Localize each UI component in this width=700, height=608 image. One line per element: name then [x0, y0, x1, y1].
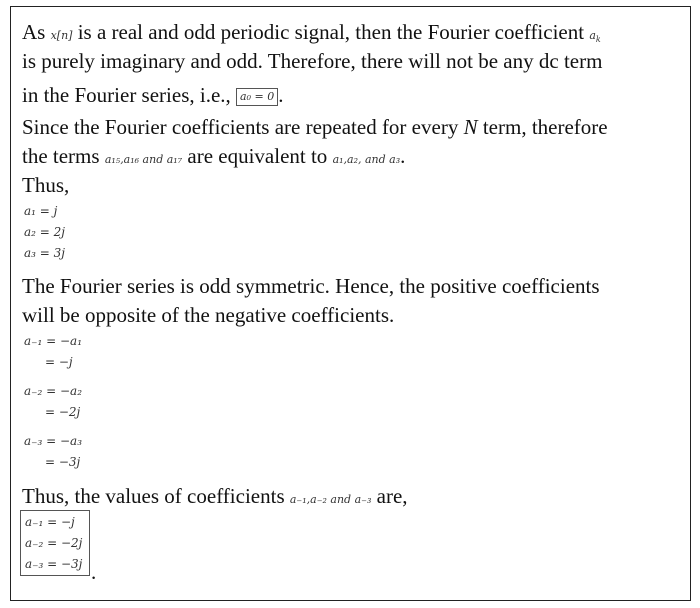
- paragraph-3-line-1: The Fourier series is odd symmetric. Hence, the positive coefficients: [22, 274, 600, 298]
- equation-a-minus-3-value: = −3j: [45, 455, 81, 469]
- final-answer-box: [20, 510, 90, 576]
- equation-a1: a₁ = j: [24, 204, 58, 218]
- math-a15-a16-a17: a₁₅,a₁₆ and a₁₇: [104, 153, 183, 166]
- equation-a-minus-1-value: = −j: [45, 355, 73, 369]
- math-negative-coefficients: a₋₁,a₋₂ and a₋₃: [289, 493, 372, 506]
- math-subscript-k: k: [595, 35, 601, 45]
- final-period: .: [91, 560, 97, 584]
- equation-a3: a₃ = 3j: [24, 246, 66, 260]
- equation-a-minus-2: a₋₂ = −a₂: [24, 384, 83, 398]
- math-x-n: x[n]: [50, 29, 73, 42]
- final-a-minus-3: a₋₃ = −3j: [25, 557, 83, 571]
- period: .: [278, 83, 284, 107]
- paragraph-4: [22, 484, 408, 512]
- dc-term-equation-box: a₀ = 0: [236, 88, 278, 106]
- text-segment: term, therefore: [477, 115, 608, 139]
- paragraph-1-line-3: [22, 83, 283, 107]
- text-segment: in the Fourier series, i.e.,: [22, 83, 237, 107]
- period: .: [400, 144, 406, 168]
- text-segment: are equivalent to: [182, 144, 333, 168]
- equation-a-minus-1: a₋₁ = −a₁: [24, 334, 83, 348]
- text-segment: is a real and odd periodic signal, then the Fourier coefficient: [72, 20, 590, 44]
- text-segment: the terms: [22, 144, 105, 168]
- equation-a2: a₂ = 2j: [24, 225, 66, 239]
- thus-label: Thus,: [22, 173, 70, 197]
- text-segment: Since the Fourier coefficients are repeated for every: [22, 115, 464, 139]
- paragraph-2-line-1: [22, 115, 608, 139]
- math-a-k: [589, 29, 601, 45]
- paragraph-2-line-2: [22, 144, 405, 172]
- paragraph-3-line-2: will be opposite of the negative coefficients.: [22, 303, 395, 327]
- equation-a-minus-2-value: = −2j: [45, 405, 81, 419]
- equation-a-minus-3: a₋₃ = −a₃: [24, 434, 83, 448]
- text-segment: Thus, the values of coefficients: [22, 484, 290, 508]
- final-a-minus-2: a₋₂ = −2j: [25, 536, 83, 550]
- final-a-minus-1: a₋₁ = −j: [25, 515, 75, 529]
- math-a1-a2-a3: a₁,a₂, and a₃: [332, 153, 401, 166]
- math-a: a: [589, 29, 596, 42]
- text-segment: are,: [371, 484, 408, 508]
- paragraph-1-line-1: [22, 20, 601, 52]
- math-n: N: [463, 115, 478, 139]
- paragraph-1-line-2: is purely imaginary and odd. Therefore, there will not be any dc term: [22, 49, 603, 73]
- text-segment: As: [22, 20, 51, 44]
